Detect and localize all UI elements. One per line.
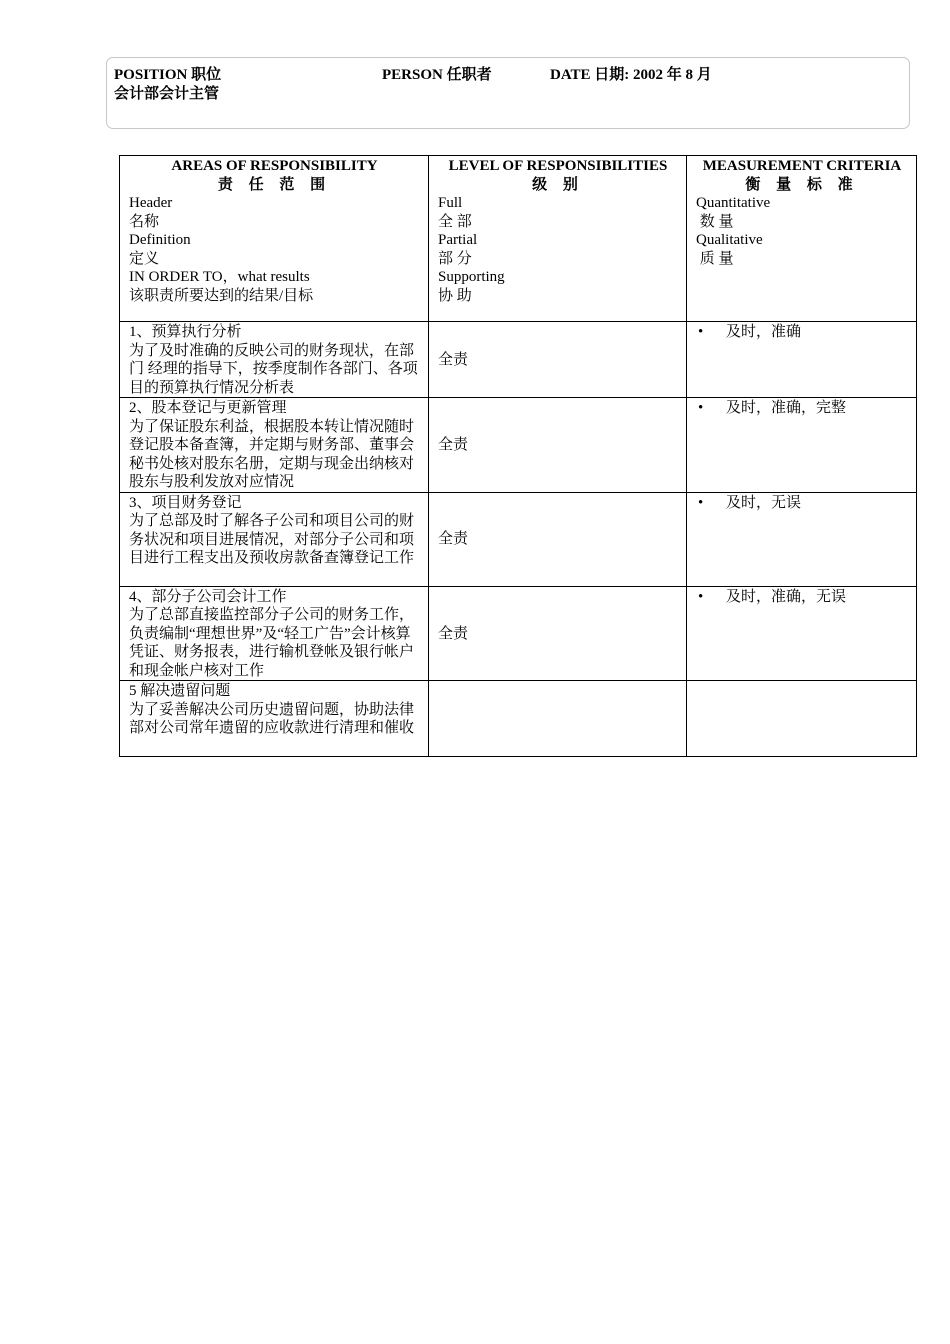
bullet-icon: • <box>698 588 704 605</box>
column-title: MEASUREMENT CRITERIA <box>702 158 902 174</box>
criteria-header-cell <box>687 156 917 322</box>
criteria-cell <box>687 492 917 586</box>
header-line: 名称 <box>129 213 160 230</box>
areas-header-cell <box>120 156 429 322</box>
header-line: 数 量 <box>696 213 734 230</box>
level-cell <box>429 681 687 757</box>
area-description: 为了妥善解决公司历史遗留问题，协助法律部对公司常年遗留的应收款进行清理和催收 <box>129 701 415 736</box>
table-row <box>120 398 917 493</box>
column-title: AREAS OF RESPONSIBILITY <box>171 158 378 174</box>
criteria-cell <box>687 586 917 681</box>
criteria-bullet <box>696 323 908 342</box>
responsibility-table <box>119 155 917 757</box>
header-line: Supporting <box>438 269 505 285</box>
area-description: 为了及时准确的反映公司的财务现状，在部门 经理的指导下，按季度制作各部门、各项目的预算执行情况分析表 <box>129 342 418 396</box>
column-subtitle: 级 别 <box>532 176 584 193</box>
header-line: 该职责所要达到的结果/目标 <box>129 287 314 304</box>
header-line: Partial <box>438 232 478 248</box>
table-row <box>120 322 917 398</box>
person-label: PERSON 任职者 <box>382 67 492 83</box>
header-line: 全 部 <box>438 213 472 230</box>
area-title: 1、预算执行分析 <box>129 324 242 340</box>
criteria-bullet <box>696 588 908 607</box>
table-row <box>120 681 917 757</box>
criteria-bullet <box>696 399 908 418</box>
area-description: 为了总部直接监控部分子公司的财务工作， 负责编制“理想世界”及“轻工广告”会计核算凭证、财务报表，进行输机登帐及银行帐户和现金帐户核对工作 <box>129 607 415 679</box>
column-subtitle: 衡 量 标 准 <box>745 176 859 193</box>
column-subtitle: 责 任 范 围 <box>217 176 332 193</box>
header-box <box>106 57 910 129</box>
level-cell: 全责 <box>429 322 687 398</box>
table-header-row <box>120 156 917 322</box>
area-cell <box>120 322 429 398</box>
header-line: Full <box>438 195 463 211</box>
criteria-cell <box>687 681 917 757</box>
level-cell: 全责 <box>429 398 687 493</box>
header-line: Header <box>129 195 173 211</box>
criteria-cell <box>687 322 917 398</box>
area-cell <box>120 398 429 493</box>
header-line: 部 分 <box>438 250 472 267</box>
criteria-text: 及时，准确，无误 <box>726 588 847 605</box>
date-label: DATE 日期: 2002 年 8 月 <box>550 67 712 83</box>
table-row <box>120 492 917 586</box>
header-line: 协 助 <box>438 287 472 304</box>
criteria-cell <box>687 398 917 493</box>
area-title: 4、部分子公司会计工作 <box>129 588 287 605</box>
area-title: 3、项目财务登记 <box>129 494 242 511</box>
bullet-icon: • <box>698 400 704 416</box>
table-row <box>120 586 917 681</box>
header-line: Definition <box>129 232 191 248</box>
header-line: Qualitative <box>696 232 763 248</box>
position-label: POSITION 职位 <box>114 67 222 83</box>
area-description: 为了保证股东利益，根据股本转让情况随时登记股本备查簿，并定期与财务部、董事会秘书处核对股东名册，定期与现金出纳核对股东与股利发放对应情况 <box>129 418 415 490</box>
bullet-icon: • <box>698 494 704 511</box>
level-header-cell <box>429 156 687 322</box>
area-cell <box>120 586 429 681</box>
level-cell: 全责 <box>429 586 687 681</box>
header-line: Quantitative <box>696 195 771 211</box>
header-line: 定义 <box>129 250 160 267</box>
criteria-text: 及时，准确 <box>726 324 802 340</box>
area-title: 5 解决遗留问题 <box>129 683 231 699</box>
criteria-text: 及时，准确，完整 <box>726 400 847 416</box>
area-description: 为了总部及时了解各子公司和项目公司的财务状况和项目进展情况，对部分子公司和项目进行工程支出及预收房款备查簿登记工作 <box>129 513 415 566</box>
header-line: IN ORDER TO，what results <box>129 269 310 285</box>
area-cell <box>120 681 429 757</box>
header-line: 质 量 <box>696 250 734 267</box>
department-name: 会计部会计主管 <box>114 86 220 102</box>
bullet-icon: • <box>698 324 704 340</box>
area-title: 2、股本登记与更新管理 <box>129 400 287 416</box>
level-cell: 全责 <box>429 492 687 586</box>
criteria-bullet <box>696 494 908 513</box>
column-title: LEVEL OF RESPONSIBILITIES <box>448 158 668 174</box>
criteria-text: 及时，无误 <box>726 494 802 511</box>
area-cell <box>120 492 429 586</box>
